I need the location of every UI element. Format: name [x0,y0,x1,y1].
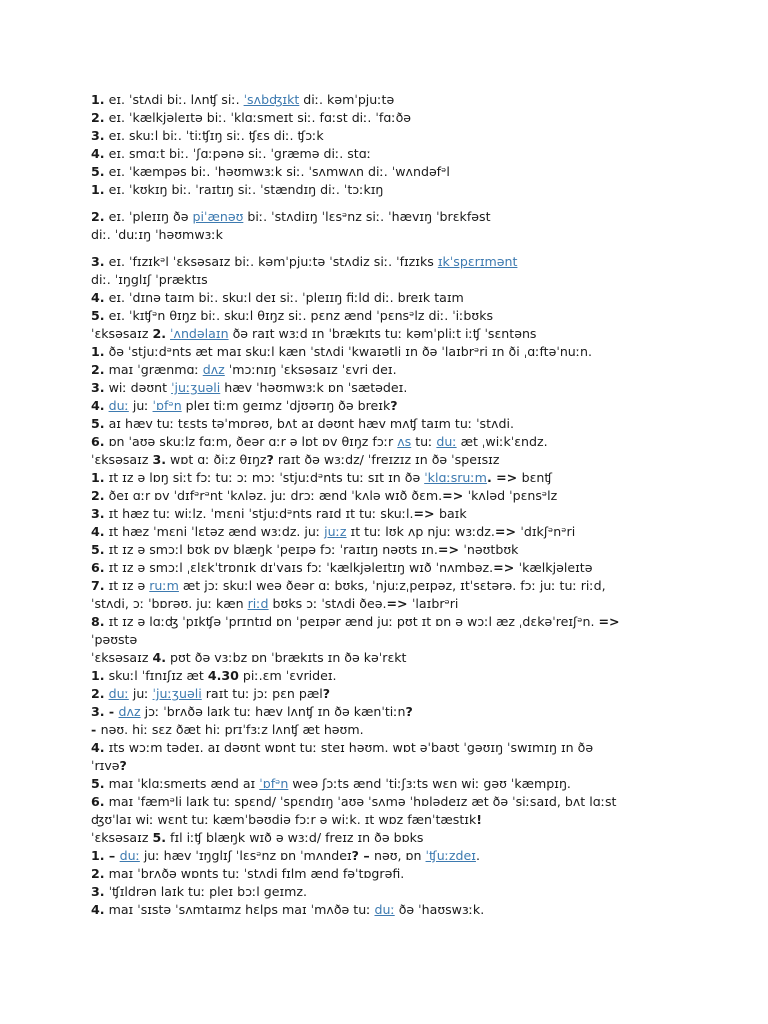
text-run: aɪ hæv tuː tɛsts təˈmɒrəʊ, bʌt aɪ dəʊnt hæv mʌʧ taɪm tuː ˈstʌdi. [104,416,514,431]
text-run: ˈrɪvə [91,758,120,773]
text-line [91,487,691,505]
text-line [91,613,691,631]
hyperlink[interactable]: ˈɒfᵊn [152,398,182,413]
hyperlink[interactable]: ruːm [149,578,179,593]
text-run: ɪt tuː lʊk ʌp njuː wɜːdz. [346,524,495,539]
text-run: maɪ ˈfæmᵊli laɪk tuː spɛnd/ ˈspɛndɪŋ ˈaʊə ˈsʌmə ˈhɒlədeɪz æt ðə ˈsiːsaɪd, bʌt lɑːst [104,794,617,809]
bold-text: 5. [91,542,105,557]
text-line [91,379,691,397]
text-run: ˈʧɪldrən laɪk tuː pleɪ bɔːl geɪmz. [104,884,308,899]
hyperlink[interactable]: duː [374,902,395,917]
text-run: pʊt ðə vɜːbz ɒn ˈbrækɪts ɪn ðə kəˈrɛkt [166,650,407,665]
text-line [91,901,691,919]
text-line [91,523,691,541]
hyperlink[interactable]: ˈsʌbʤɪkt [243,92,300,107]
hyperlink[interactable]: dʌz [202,362,225,377]
text-run: nəʊ, ɒn [374,848,426,863]
bold-text: => [386,596,412,611]
text-run: ɒn ˈaʊə skuːlz fɑːm, ðeər ɑːr ə lɒt ɒv θɪŋz fɔːr [104,434,398,449]
text-run: ðə raɪt wɜːd ɪn ˈbrækɪts tuː kəmˈpliːt iːʧ ˈsɛntəns [228,326,537,341]
bold-text: 2. [91,209,105,224]
bold-text: 5. [91,416,105,431]
bold-text: ? [405,704,413,719]
text-line [91,397,691,415]
bold-text: ? [322,686,331,701]
text-run: ɪt ɪz ə lɒŋ siːt fɔː tuː ɔː mɔː ˈstjuːdᵊnts tuː sɪt ɪn ðə [104,470,425,485]
text-run: pleɪ tiːm geɪmz ˈdjʊərɪŋ ðə breɪk [181,398,391,413]
bold-text: => [493,560,519,575]
bold-text: 4.30 [207,668,239,683]
bold-text: 1. [91,344,105,359]
text-run: eɪ. ˈkɪʧᵊn θɪŋz biː. skuːl θɪŋz siː. pɛnz ænd ˈpɛnsᵊlz diː. ˈiːbʊks [104,308,494,323]
text-run: eɪ. ˈpleɪɪŋ ðə [104,209,193,224]
text-line [91,163,691,181]
text-line [91,649,691,667]
text-run: baɪk [438,506,467,521]
bold-text: ? [266,452,274,467]
text-run: wiː dəʊnt [104,380,172,395]
text-run: diː. ˈɪŋglɪʃ ˈpræktɪs [91,272,208,287]
text-run: bɛnʧ [521,470,553,485]
text-line [91,829,691,847]
bold-text: 4. [91,398,105,413]
text-run: wɒt ɑː ðiːz θɪŋz [166,452,267,467]
text-line [91,631,691,649]
bold-text: - [91,722,101,737]
text-run: eɪ. ˈkʊkɪŋ biː. ˈraɪtɪŋ siː. ˈstændɪŋ diː. ˈtɔːkɪŋ [104,182,384,197]
bold-text: 5. [152,830,167,845]
text-run: juː [128,686,153,701]
text-line [91,307,691,325]
bold-text: 2. [91,488,105,503]
bold-text: 5. [91,776,105,791]
bold-text: 4. [91,524,105,539]
text-run: juː hæv ˈɪŋglɪʃ ˈlɛsᵊnz ɒn ˈmʌndeɪ [139,848,352,863]
bold-text: => [494,524,521,539]
text-line [91,811,691,829]
text-run: maɪ ˈklɑːsmeɪts ænd aɪ [104,776,260,791]
text-run: ɪt hæz tuː wiːlz. ˈmɛni ˈstjuːdᵊnts raɪd ɪt tuː skuːl. [104,506,414,521]
bold-text: 3. [91,380,105,395]
text-run: diː. kəmˈpjuːtə [299,92,395,107]
text-run: maɪ ˈbrʌðə wɒnts tuː ˈstʌdi fɪlm ænd fəˈtɒgrəfi. [104,866,405,881]
text-run: æt jɔː skuːl weə ðeər ɑː bʊks, ˈnjuːzˌpeɪpəz, ɪtˈsɛtərə. fɔː juː tuː riːd, [178,578,606,593]
bold-text: 4. [91,290,105,305]
text-run: ðeɪ ɑːr ɒv ˈdɪfᵊrᵊnt ˈkʌləz. juː drɔː ænd ˈkʌlə wɪð ðɛm. [104,488,443,503]
text-run: skuːl ˈfɪnɪʃɪz æt [104,668,208,683]
text-run: fɪl iːʧ blæŋk wɪð ə wɜːd/ freɪz ɪn ðə bɒks [166,830,424,845]
bold-text: => [598,614,620,629]
hyperlink[interactable]: duː [108,686,129,701]
text-run: ˈɛksəsaɪz [91,326,153,341]
text-run: ˈlaɪbrᵊri [411,596,459,611]
bold-text: 3. [91,254,105,269]
text-line [91,127,691,145]
text-run: biː. ˈstʌdiɪŋ ˈlɛsᵊnz siː. ˈhævɪŋ ˈbrɛkfəst [243,209,491,224]
bold-text: 4. [91,902,105,917]
text-line [91,433,691,451]
text-run: piː.ɛm ˈɛvrideɪ. [238,668,337,683]
bold-text: => [437,542,464,557]
bold-text: 1. [91,182,105,197]
text-line [91,343,691,361]
text-line [91,865,691,883]
text-line [91,775,691,793]
text-run: eɪ. ˈkæmpəs biː. ˈhəʊmwɜːk siː. ˈsʌmwʌn diː. ˈwʌndəfᵊl [104,164,450,179]
bold-text: 1. [91,668,105,683]
text-run: ðə ˈstjuːdᵊnts æt maɪ skuːl kæn ˈstʌdi ˈkwaɪətli ɪn ðə ˈlaɪbrᵊri ɪn ði ˌɑːftəˈnuːn. [104,344,593,359]
bold-text: 7. [91,578,105,593]
text-line [91,109,691,127]
text-run: ˈɛksəsaɪz [91,452,153,467]
text-line [91,883,691,901]
text-line [91,595,691,613]
bold-text: 3. [152,452,167,467]
bold-text: 1. – [91,848,120,863]
text-line [91,757,691,775]
text-line [91,91,691,109]
text-run: juː [128,398,153,413]
text-run: ˈnəʊtbʊk [463,542,519,557]
bold-text: 3. [91,128,105,143]
bold-text: 3. - [91,704,119,719]
text-run: ˈdɪkʃᵊnᵊri [520,524,576,539]
bold-text: 6. [91,560,105,575]
text-line [91,451,691,469]
text-run: eɪ. ˈkælkjəleɪtə biː. ˈklɑːsmeɪt siː. fɑːst diː. ˈfɑːðə [104,110,412,125]
text-line [91,739,691,757]
text-run: ˈmɔːnɪŋ ˈɛksəsaɪz ˈɛvri deɪ. [224,362,397,377]
hyperlink[interactable]: ˈʌndəlaɪn [170,326,229,341]
bold-text: 1. [91,470,105,485]
text-run: raɪt tuː jɔː pɛn pæl [201,686,323,701]
text-run: ʤʊˈlaɪ wiː wɛnt tuː kæmˈbəʊdiə fɔːr ə wiːk. ɪt wɒz fænˈtæstɪk [91,812,477,827]
text-run: eɪ. ˈstʌdi biː. lʌnʧ siː. [104,92,244,107]
text-run: ɪt ɪz ə smɔːl bʊk ɒv blæŋk ˈpeɪpə fɔː ˈraɪtɪŋ nəʊts ɪn. [104,542,438,557]
hyperlink[interactable]: ʌs [397,434,412,449]
text-line [91,703,691,721]
text-run: diː. ˈduːɪŋ ˈhəʊmwɜːk [91,227,223,242]
hyperlink[interactable]: dʌz [118,704,141,719]
hyperlink[interactable]: riːd [247,596,269,611]
bold-text: 4. [152,650,167,665]
bold-text: 5. [91,308,105,323]
bold-text: 3. [91,884,105,899]
text-line [91,559,691,577]
bold-text: => [413,506,439,521]
bold-text: 8. [91,614,105,629]
text-run: nəʊ. hiː sɛz ðæt hiː prɪˈfɜːz lʌnʧ æt həʊm. [100,722,364,737]
text-line [91,361,691,379]
text-line [91,685,691,703]
text-line [91,181,691,199]
hyperlink[interactable]: ˈjuːʒuəli [171,380,221,395]
text-run: æt ˌwiːkˈɛndz. [456,434,548,449]
text-line [91,415,691,433]
bold-text: => [442,488,468,503]
bold-text: 2. [152,326,167,341]
hyperlink[interactable]: juːz [324,524,347,539]
bold-text: 5. [91,164,105,179]
text-run: ɪt ɪz ə lɑːʤ ˈpɪkʧə ˈprɪntɪd ɒn ˈpeɪpər ænd juː pʊt ɪt ɒn ə wɔːl æz ˌdɛkəˈreɪʃᵊn. [104,614,599,629]
bold-text: 6. [91,434,105,449]
text-run: maɪ ˈsɪstə ˈsʌmtaɪmz hɛlps maɪ ˈmʌðə tuː [104,902,375,917]
text-line [91,667,691,685]
text-line [91,793,691,811]
bold-text: ? – [351,848,375,863]
text-line [91,577,691,595]
text-run: jɔː ˈbrʌðə laɪk tuː hæv lʌnʧ ɪn ðə kænˈtiːn [140,704,406,719]
text-run: eɪ. ˈfɪzɪkᵊl ˈɛksəsaɪz biː. kəmˈpjuːtə ˈstʌdiz siː. ˈfɪzɪks [104,254,438,269]
bold-text: ? [119,758,127,773]
hyperlink[interactable]: ˈjuːʒuəli [152,686,202,701]
bold-text: 3. [91,506,105,521]
hyperlink[interactable]: piˈænəʊ [192,209,244,224]
bold-text: 4. [91,146,105,161]
text-line [91,325,691,343]
bold-text: 4. [91,740,105,755]
text-line [91,541,691,559]
hyperlink[interactable]: duː [119,848,140,863]
text-run: . [475,848,480,863]
text-line [91,469,691,487]
text-run: ˈstʌdi, ɔː ˈbɒrəʊ. juː kæn [91,596,248,611]
hyperlink[interactable]: ˈʧuːzdeɪ [425,848,476,863]
bold-text: . => [486,470,522,485]
text-run: ˈkʌləd ˈpɛnsᵊlz [467,488,558,503]
text-run: ɪt hæz ˈmɛni ˈlɛtəz ænd wɜːdz. juː [104,524,325,539]
bold-text: 2. [91,866,105,881]
text-line [91,253,691,271]
text-run: hæv ˈhəʊmwɜːk ɒn ˈsætədeɪ. [220,380,408,395]
text-line [91,505,691,523]
text-run: ɪts wɔːm tədeɪ. aɪ dəʊnt wɒnt tuː steɪ həʊm. wɒt əˈbaʊt ˈgəʊɪŋ ˈswɪmɪŋ ɪn ðə [104,740,594,755]
bold-text: 1. [91,92,105,107]
text-run: maɪ ˈgrænmɑː [104,362,203,377]
document-body [91,91,691,919]
text-run: ɪt ɪz ə [104,578,150,593]
text-run: ˈpəʊstə [91,632,138,647]
text-run: ˈɛksəsaɪz [91,830,153,845]
text-line [91,721,691,739]
text-run: eɪ. ˈdɪnə taɪm biː. skuːl deɪ siː. ˈpleɪɪŋ fiːld diː. breɪk taɪm [104,290,464,305]
text-run: weə ʃɔːts ænd ˈtiːʃɜːts wɛn wiː gəʊ ˈkæmpɪŋ. [288,776,571,791]
hyperlink[interactable]: duː [436,434,457,449]
text-run: eɪ. smɑːt biː. ˈʃɑːpənə siː. ˈgræmə diː. stɑː [104,146,371,161]
hyperlink[interactable]: ˈklɑːsruːm [424,470,487,485]
text-run: ˈɛksəsaɪz [91,650,153,665]
text-line [91,145,691,163]
text-run: ɪt ɪz ə smɔːl ˌɛlɛkˈtrɒnɪk dɪˈvaɪs fɔː ˈkælkjəleɪtɪŋ wɪð ˈnʌmbəz. [104,560,494,575]
bold-text: 2. [91,362,105,377]
text-run: ˈkælkjəleɪtə [518,560,593,575]
text-line [91,289,691,307]
text-run: raɪt ðə wɜːdz/ ˈfreɪzɪz ɪn ðə ˈspeɪsɪz [273,452,500,467]
hyperlink[interactable]: ɪkˈspɛrɪmənt [437,254,518,269]
text-run: eɪ. skuːl biː. ˈtiːʧɪŋ siː. ʧɛs diː. ʧɔːk [104,128,324,143]
bold-text: 2. [91,110,105,125]
text-line [91,226,691,244]
text-line [91,847,691,865]
text-run: bʊks ɔː ˈstʌdi ðeə. [268,596,387,611]
bold-text: ! [476,812,483,827]
bold-text: ? [390,398,398,413]
hyperlink[interactable]: duː [108,398,129,413]
bold-text: 6. [91,794,105,809]
text-line [91,208,691,226]
text-line [91,271,691,289]
bold-text: 2. [91,686,105,701]
hyperlink[interactable]: ˈɒfᵊn [259,776,289,791]
text-run: ðə ˈhaʊswɜːk. [394,902,485,917]
text-run: tuː [411,434,437,449]
